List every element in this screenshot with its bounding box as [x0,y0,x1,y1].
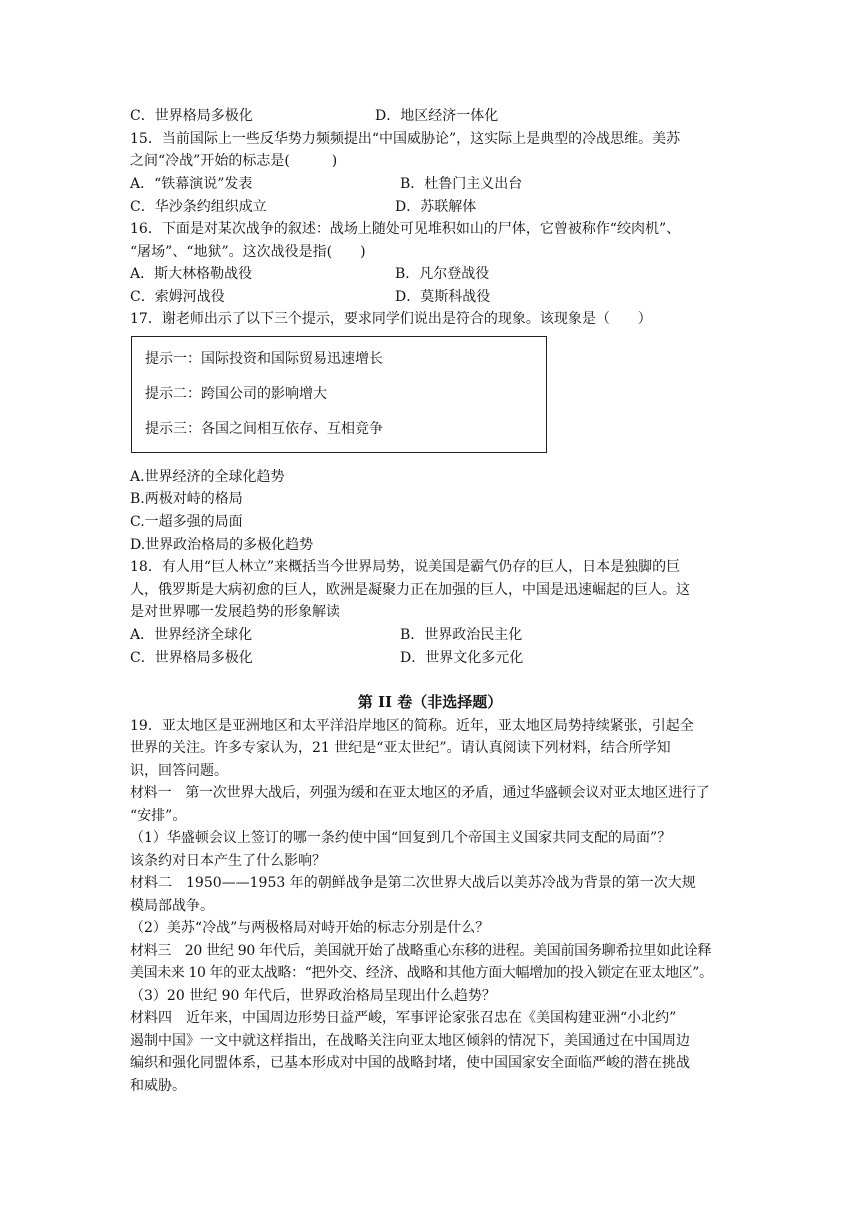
q19-line-2: 世界的关注。许多专家认为，21 世纪是“亚太世纪”。请认真阅读下列材料，结合所学知 [130,740,671,756]
q16-option-a: A．斯大林格勒战役 [130,266,253,282]
q17-stem-line1: 17．谢老师出示了以下三个提示，要求同学们说出是符合的现象。该现象是（ ） [130,311,652,327]
q16-option-d: D．莫斯科战役 [395,289,491,305]
q17-hint-box [131,336,547,453]
q18-stem-line2: 人，俄罗斯是大病初愈的巨人，欧洲是凝聚力正在加强的巨人，中国是迅速崛起的巨人。这 [130,582,690,598]
q18-option-a: A．世界经济全球化 [130,627,253,643]
q19-material-4-line3: 编织和强化同盟体系，已基本形成对中国的战略封堵，使中国国家安全面临严峻的潜在挑战 [130,1055,690,1071]
q15-option-c: C．华沙条约组织成立 [130,199,267,215]
q17-hint-2: 提示二：跨国公司的影响增大 [145,386,327,402]
q19-question-1: （1）华盛顿会议上签订的哪一条约使中国“回复到几个帝国主义国家共同支配的局面”？ [130,830,672,846]
q14-option-c: C．世界格局多极化 [130,108,253,124]
q14-option-d: D．地区经济一体化 [375,108,499,124]
q19-question-3: （3）20 世纪 90 年代后，世界政治格局呈现出什么趋势？ [130,988,496,1004]
q19-question-2: （2）美苏“冷战”与两极格局对峙开始的标志分别是什么？ [130,920,490,936]
q19-material-1-cont: “安排”。 [130,808,187,824]
q19-material-4-line2: 遏制中国》一文中就这样指出，在战略关注向亚太地区倾斜的情况下，美国通过在中国周边 [130,1033,690,1049]
q19-material-4-line4: 和威胁。 [130,1078,186,1094]
q18-stem-line1: 18．有人用“巨人林立”来概括当今世界局势，说美国是霸气仍存的巨人，日本是独脚的巨 [130,559,681,575]
q17-hint-3: 提示三：各国之间相互依存、互相竞争 [145,421,383,437]
q17-option-a: A.世界经济的全球化趋势 [130,469,285,485]
q19-line-3: 识，回答问题。 [130,763,228,779]
q19-question-1-cont: 该条约对日本产生了什么影响？ [130,853,326,869]
q19-line-1: 19．亚太地区是亚洲地区和太平洋沿岸地区的简称。近年，亚太地区局势持续紧张，引起全 [130,718,694,734]
q19-material-2-cont: 模局部战争。 [130,898,214,914]
section-title: 第 II 卷（非选择题） [357,693,503,711]
q18-option-b: B．世界政治民主化 [400,627,523,643]
q19-material-3: 材料三 20 世纪 90 年代后，美国就开始了战略重心东移的进程。美国前国务聊希拉里如此诠释 [130,943,712,959]
q19-material-2: 材料二 1950——1953 年的朝鲜战争是第二次世界大战后以美苏冷战为背景的第一次大规 [130,875,696,891]
q16-option-c: C．索姆河战役 [130,289,225,305]
q16-option-b: B．凡尔登战役 [395,266,490,282]
q18-option-d: D．世界文化多元化 [400,650,524,666]
q16-stem-line1: 16．下面是对某次战争的叙述：战场上随处可见堆积如山的尸体，它曾被称作“绞肉机”、 [130,221,681,237]
q18-stem-line3: 是对世界哪一发展趋势的形象解读 [130,604,340,620]
q19-material-4: 材料四 近年来，中国周边形势日益严峻，军事评论家张召忠在《美国构建亚洲“小北约” [130,1010,677,1026]
q17-hint-1: 提示一：国际投资和国际贸易迅速增长 [145,351,383,367]
q17-option-d: D.世界政治格局的多极化趋势 [130,537,314,553]
q15-option-a: A．“铁幕演说”发表 [130,176,253,192]
q15-stem-line1: 15．当前国际上一些反华势力频频提出“中国威胁论”，这实际上是典型的冷战思维。美苏 [130,131,681,147]
q15-option-d: D．苏联解体 [395,199,477,215]
q16-stem-line2: “屠场”、“地狱”。这次战役是指( ) [130,244,366,260]
q15-stem-line2: 之间“冷战”开始的标志是( ) [130,153,338,169]
q15-option-b: B．杜鲁门主义出台 [400,176,523,192]
q17-option-c: C.一超多强的局面 [130,514,243,530]
q17-option-b: B.两极对峙的格局 [130,491,243,507]
q18-option-c: C．世界格局多极化 [130,650,253,666]
q19-material-3-cont: 美国未来 10 年的亚太战略：“把外交、经济、战略和其他方面大幅增加的投入锁定在亚太地区”。 [130,965,713,981]
q19-material-1: 材料一 第一次世界大战后，列强为缓和在亚太地区的矛盾，通过华盛顿会议对亚太地区进行了 [130,785,710,801]
